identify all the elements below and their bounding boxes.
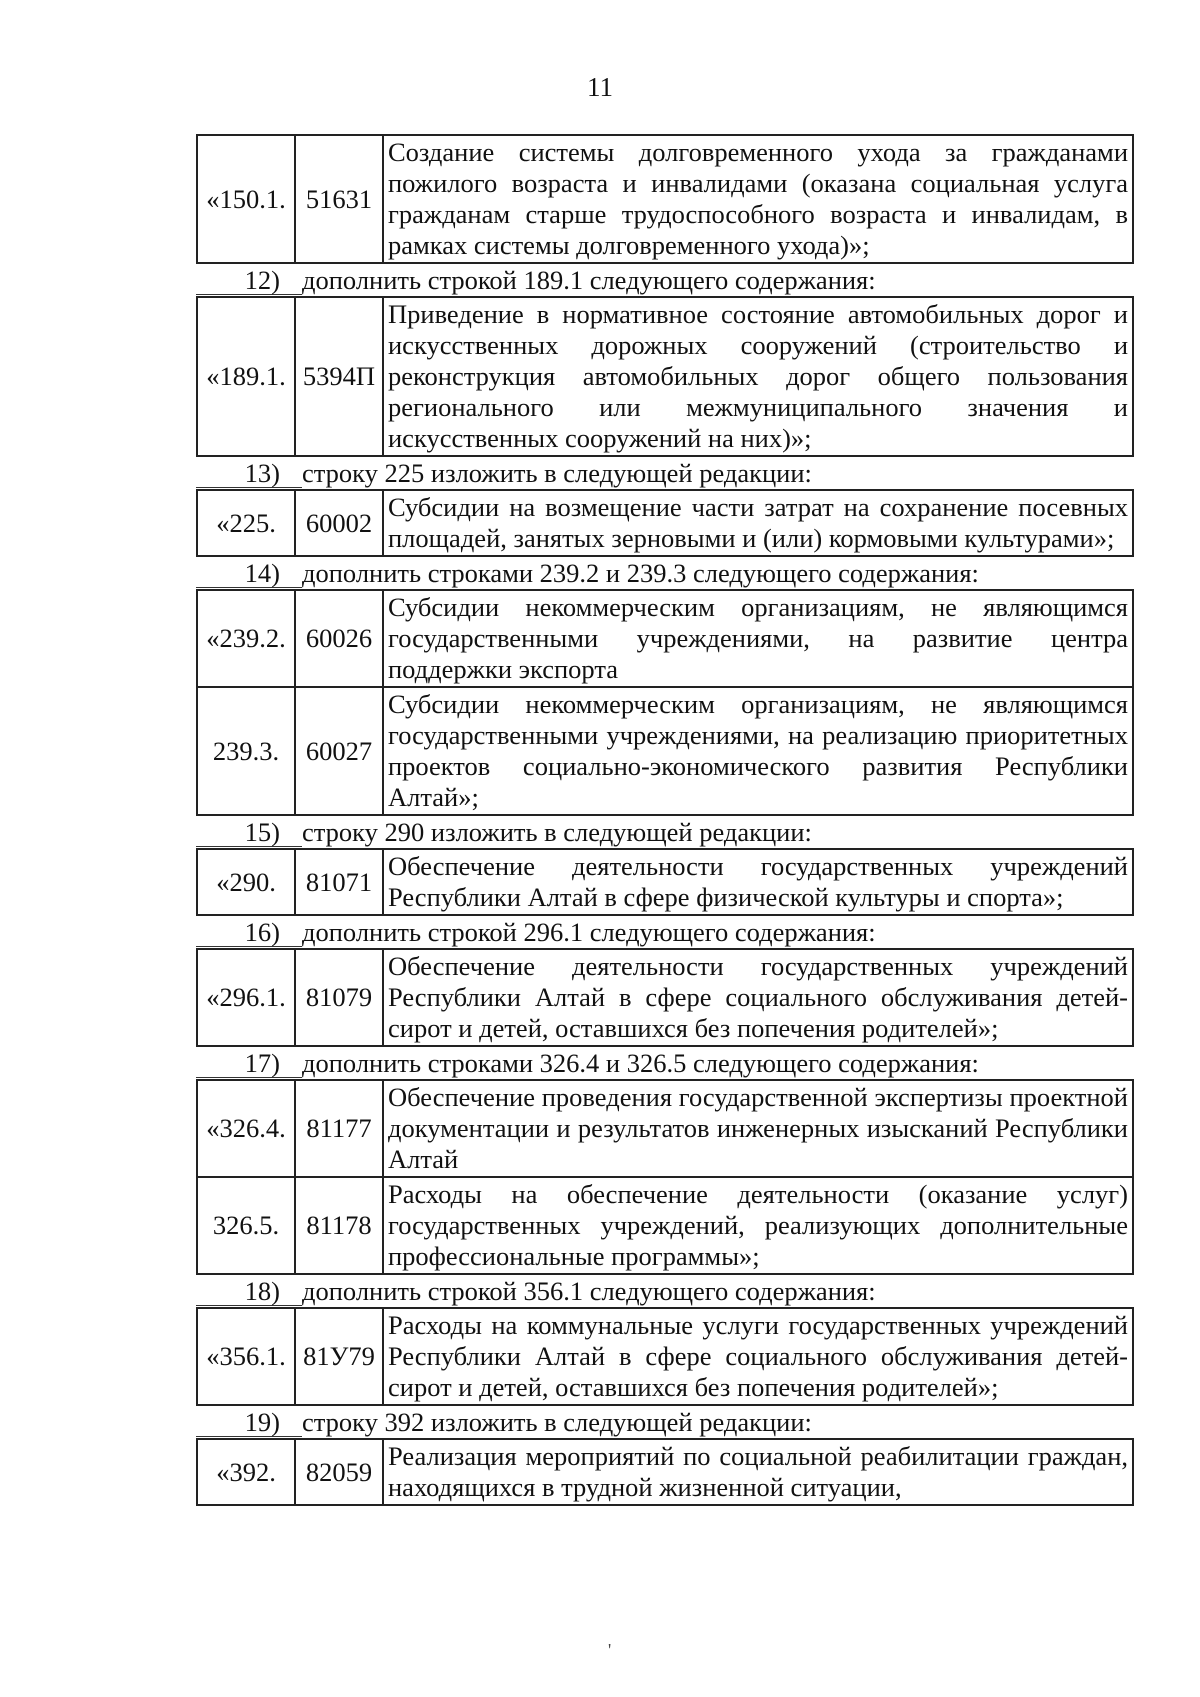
row-number-cell: «290. xyxy=(197,849,295,915)
description-cell: Создание системы долговременного ухода за гражданами пожилого возраста и инвалидами (оказана социальная услуга гражданам старше трудоспособного возраста и инвалидам, в рамках системы долговременного ухода)»; xyxy=(383,135,1133,263)
row-number-cell: «189.1. xyxy=(197,297,295,456)
scan-mark: ' xyxy=(608,1640,612,1660)
code-cell: 81У79 xyxy=(295,1308,383,1405)
table-row xyxy=(197,1308,1133,1405)
description-cell: Обеспечение деятельности государственных учреждений Республики Алтай в сфере социального обслуживания детей-сирот и детей, оставшихся без попечения родителей»; xyxy=(383,949,1133,1046)
row-number-cell: «239.2. xyxy=(197,590,295,687)
page-number: 11 xyxy=(587,72,613,102)
description-cell: Приведение в нормативное состояние автомобильных дорог и искусственных дорожных сооружений (строительство и реконструкция автомобильных дорог общего пользования регионального или межмуниципального значения и искусственных сооружений на них)»; xyxy=(383,297,1133,456)
table-row xyxy=(197,590,1133,687)
row-number-cell: «225. xyxy=(197,490,295,556)
code-cell: 82059 xyxy=(295,1439,383,1505)
code-cell: 60027 xyxy=(295,687,383,815)
amendment-table xyxy=(196,1307,1134,1406)
description-cell: Обеспечение деятельности государственных учреждений Республики Алтай в сфере физической культуры и спорта»; xyxy=(383,849,1133,915)
instruction-number: 12) xyxy=(196,265,302,295)
instruction-text: строку 290 изложить в следующей редакции: xyxy=(302,817,812,847)
amendment-instruction xyxy=(196,917,1134,947)
description-cell: Расходы на обеспечение деятельности (оказание услуг) государственных учреждений, реализующих дополнительные профессиональные программы»; xyxy=(383,1177,1133,1274)
instruction-text: дополнить строками 326.4 и 326.5 следующего содержания: xyxy=(302,1048,979,1078)
description-cell: Обеспечение проведения государственной экспертизы проектной документации и результатов инженерных изысканий Республики Алтай xyxy=(383,1080,1133,1177)
code-cell: 81178 xyxy=(295,1177,383,1274)
description-cell: Расходы на коммунальные услуги государственных учреждений Республики Алтай в сфере социального обслуживания детей-сирот и детей, оставшихся без попечения родителей»; xyxy=(383,1308,1133,1405)
instruction-text: дополнить строкой 296.1 следующего содержания: xyxy=(302,917,876,947)
code-cell: 60002 xyxy=(295,490,383,556)
code-cell: 81079 xyxy=(295,949,383,1046)
instruction-number: 18) xyxy=(196,1276,302,1306)
instruction-text: дополнить строкой 189.1 следующего содержания: xyxy=(302,265,876,295)
amendment-table xyxy=(196,134,1134,264)
amendment-instruction xyxy=(196,1276,1134,1306)
code-cell: 51631 xyxy=(295,135,383,263)
description-cell: Субсидии некоммерческим организациям, не являющимся государственными учреждениями, на реализацию приоритетных проектов социально-экономического развития Республики Алтай»; xyxy=(383,687,1133,815)
table-row xyxy=(197,1080,1133,1177)
table-row xyxy=(197,849,1133,915)
table-row xyxy=(197,687,1133,815)
instruction-number: 19) xyxy=(196,1407,302,1437)
amendment-instruction xyxy=(196,558,1134,588)
row-number-cell: «392. xyxy=(197,1439,295,1505)
table-row xyxy=(197,949,1133,1046)
table-row xyxy=(197,1177,1133,1274)
amendment-table xyxy=(196,1079,1134,1275)
instruction-text: дополнить строкой 356.1 следующего содержания: xyxy=(302,1276,876,1306)
amendment-instruction xyxy=(196,1407,1134,1437)
row-number-cell: 239.3. xyxy=(197,687,295,815)
amendment-instruction xyxy=(196,817,1134,847)
description-cell: Субсидии на возмещение части затрат на сохранение посевных площадей, занятых зерновыми и (или) кормовыми культурами»; xyxy=(383,490,1133,556)
instruction-number: 13) xyxy=(196,458,302,488)
amendment-instruction xyxy=(196,265,1134,295)
instruction-number: 15) xyxy=(196,817,302,847)
table-row xyxy=(197,135,1133,263)
description-cell: Субсидии некоммерческим организациям, не являющимся государственными учреждениями, на развитие центра поддержки экспорта xyxy=(383,590,1133,687)
code-cell: 81177 xyxy=(295,1080,383,1177)
document-body xyxy=(196,134,1134,1506)
row-number-cell: 326.5. xyxy=(197,1177,295,1274)
row-number-cell: «326.4. xyxy=(197,1080,295,1177)
description-cell: Реализация мероприятий по социальной реабилитации граждан, находящихся в трудной жизненной ситуации, xyxy=(383,1439,1133,1505)
amendment-instruction xyxy=(196,1048,1134,1078)
row-number-cell: «150.1. xyxy=(197,135,295,263)
table-row xyxy=(197,1439,1133,1505)
table-row xyxy=(197,297,1133,456)
instruction-text: строку 392 изложить в следующей редакции: xyxy=(302,1407,812,1437)
instruction-text: строку 225 изложить в следующей редакции: xyxy=(302,458,812,488)
instruction-text: дополнить строками 239.2 и 239.3 следующего содержания: xyxy=(302,558,979,588)
amendment-table xyxy=(196,948,1134,1047)
code-cell: 60026 xyxy=(295,590,383,687)
amendment-table xyxy=(196,589,1134,816)
amendment-table xyxy=(196,296,1134,457)
amendment-instruction xyxy=(196,458,1134,488)
amendment-table xyxy=(196,1438,1134,1506)
instruction-number: 17) xyxy=(196,1048,302,1078)
table-row xyxy=(197,490,1133,556)
code-cell: 81071 xyxy=(295,849,383,915)
amendment-table xyxy=(196,489,1134,557)
row-number-cell: «356.1. xyxy=(197,1308,295,1405)
instruction-number: 14) xyxy=(196,558,302,588)
row-number-cell: «296.1. xyxy=(197,949,295,1046)
instruction-number: 16) xyxy=(196,917,302,947)
amendment-table xyxy=(196,848,1134,916)
code-cell: 5394П xyxy=(295,297,383,456)
